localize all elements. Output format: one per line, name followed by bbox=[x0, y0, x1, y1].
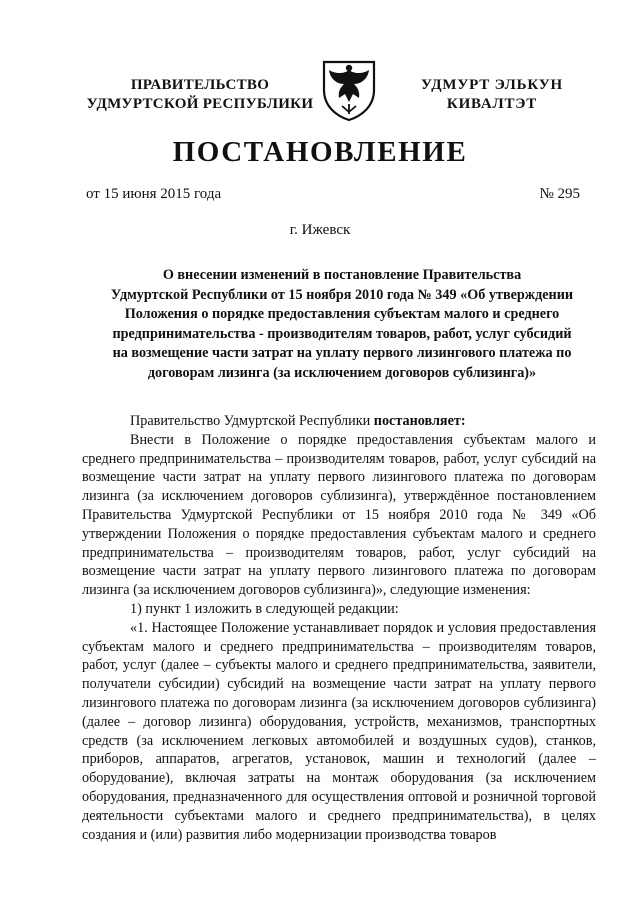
heading-line: договорам лизинга (за исключением договоров сублизинга)» bbox=[147, 364, 537, 381]
header-right-line1: УДМУРТ ЭЛЬКУН bbox=[420, 77, 564, 93]
header-left-title bbox=[82, 76, 318, 114]
heading-line: предпринимательства - производителям товаров, работ, услуг субсидий bbox=[112, 325, 572, 342]
header-right-line2: КИВАЛТЭТ bbox=[446, 96, 538, 112]
body-paragraph: 1) пункт 1 изложить в следующей редакции: bbox=[130, 600, 399, 617]
body-paragraph bbox=[82, 412, 596, 431]
heading-line: Положения о порядке предоставления субъектам малого и среднего bbox=[124, 306, 560, 322]
document-type-title: ПОСТАНОВЛЕНИЕ bbox=[172, 136, 468, 168]
document-date: от 15 июня 2015 года bbox=[86, 186, 222, 202]
document-city: г. Ижевск bbox=[289, 222, 351, 238]
heading-line: Удмуртской Республики от 15 ноября 2010 года № 349 «Об утверждении bbox=[110, 286, 574, 303]
document-number: № 295 bbox=[539, 186, 580, 202]
coat-of-arms-icon bbox=[318, 56, 380, 122]
header-left-line2: УДМУРТСКОЙ РЕСПУБЛИКИ bbox=[86, 96, 314, 112]
heading-line: на возмещение части затрат на уплату первого лизингового платежа по bbox=[112, 345, 572, 361]
body-paragraph: «1. Настоящее Положение устанавливает порядок и условия предоставления субъектам малого и среднего предпринимательства – производителям товаров, работ, услуг (далее – субъекты малого и среднего предпринимательства, заявители, получатели субсидии) субсидий на возмещение части затрат на уплату первого лизингового платежа по договорам лизинга (за исключением договоров сублизинга) (далее – договор лизинга) оборудования, устройств, механизмов, транспортных средств (за исключением легковых автомобилей и воздушных судов), станков, приборов, аппаратов, агрегатов, установок, машин и технологий (далее – оборудование), включая затраты на монтаж оборудования (за исключением оборудования, предназначенного для осуществления оптовой и розничной торговой деятельности субъектами малого и среднего предпринимательства), в целях создания и (или) развития либо модернизации производства товаров bbox=[82, 619, 596, 843]
document-body bbox=[82, 412, 596, 844]
body-text: Правительство Удмуртской Республики bbox=[130, 413, 374, 429]
heading-line: О внесении изменений в постановление Правительства bbox=[162, 267, 522, 283]
body-paragraph: Внести в Положение о порядке предоставления субъектам малого и среднего предпринимательства – производителям товаров, работ, услуг субсидий на возмещение части затрат на уплату первого лизингового платежа по договорам лизинга (за исключением договоров сублизинга), утверждённое постановлением Правительства Удмуртской Республики от 15 ноября 2010 года № 349 «Об утверждении Положения о порядке предоставления субъектам малого и среднего предпринимательства – производителям товаров, работ, услуг субсидий на возмещение части затрат на уплату первого лизингового платежа по договорам лизинга (за исключением договоров сублизинга)», следующие изменения: bbox=[82, 431, 596, 599]
header-left-line1: ПРАВИТЕЛЬСТВО bbox=[130, 77, 270, 93]
document-heading bbox=[82, 266, 602, 383]
header-right-title bbox=[392, 76, 592, 114]
body-bold-text: постановляет: bbox=[373, 413, 466, 429]
